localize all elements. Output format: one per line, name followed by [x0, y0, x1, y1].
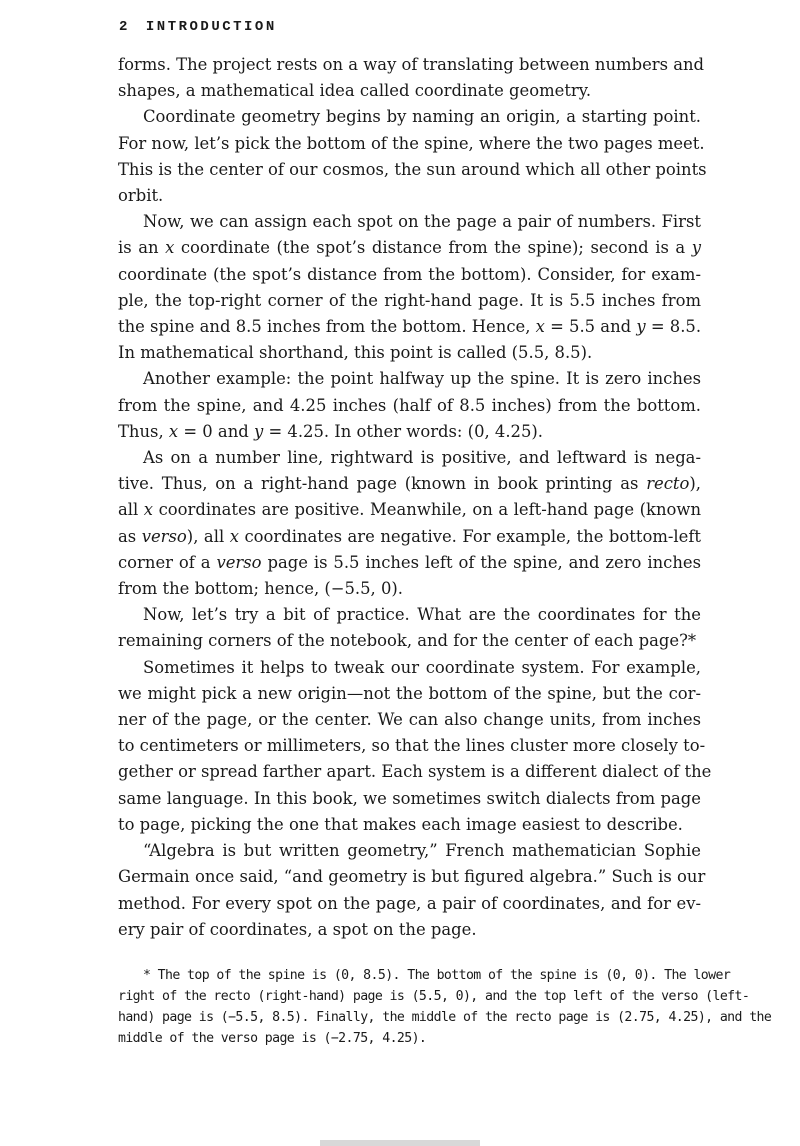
text-line: Germain once said, “and geometry is but figured algebra.” Such is our [118, 867, 706, 887]
text-line: Thus, x = 0 and y = 4.25. In other words: (0, 4.25). [118, 421, 544, 441]
text-line: Now, we can assign each spot on the page a pair of numbers. First [143, 212, 701, 232]
footnote [118, 965, 772, 1049]
body-text [118, 52, 712, 943]
text-line: Now, let’s try a bit of practice. What are the coordinates for the [143, 605, 701, 625]
paragraph [118, 209, 701, 366]
text-line: method. For every spot on the page, a pair of coordinates, and for ev- [118, 893, 701, 913]
footnote-line: * The top of the spine is (0, 8.5). The bottom of the spine is (0, 0). The lower [143, 968, 731, 983]
text-line: coordinate (the spot’s distance from the bottom). Consider, for exam- [118, 264, 701, 284]
text-line: is an x coordinate (the spot’s distance from the spine); second is a y [118, 238, 701, 258]
text-line: Sometimes it helps to tweak our coordinate system. For example, [143, 657, 701, 677]
paragraph [118, 104, 707, 209]
paragraph [118, 838, 706, 943]
text-line: to centimeters or millimeters, so that the lines cluster more closely to- [118, 736, 706, 756]
text-line: shapes, a mathematical idea called coordinate geometry. [118, 81, 592, 101]
page-bottom-edge [320, 1140, 480, 1146]
text-line: orbit. [118, 186, 164, 206]
text-line: from the bottom; hence, (−5.5, 0). [118, 579, 404, 599]
text-line: Another example: the point halfway up the spine. It is zero inches [143, 369, 701, 389]
footnote-line: hand) page is (−5.5, 8.5). Finally, the middle of the recto page is (2.75, 4.25), and the [118, 1010, 772, 1025]
footnote-line: middle of the verso page is (−2.75, 4.25). [118, 1031, 427, 1046]
text-line: corner of a verso page is 5.5 inches left of the spine, and zero inches [118, 552, 701, 572]
paragraph [118, 655, 712, 838]
text-line: Coordinate geometry begins by naming an origin, a starting point. [143, 107, 701, 127]
text-line: ple, the top-right corner of the right-hand page. It is 5.5 inches from [118, 290, 701, 310]
text-line: “Algebra is but written geometry,” French mathematician Sophie [143, 841, 701, 861]
paragraph [118, 52, 705, 104]
text-line: the spine and 8.5 inches from the bottom. Hence, x = 5.5 and y = 8.5. [118, 317, 702, 337]
paragraph [118, 445, 701, 602]
text-line: ery pair of coordinates, a spot on the page. [118, 919, 477, 939]
text-line: all x coordinates are positive. Meanwhile, on a left-hand page (known [118, 500, 701, 520]
text-line: we might pick a new origin—not the bottom of the spine, but the cor- [118, 683, 701, 703]
text-line: This is the center of our cosmos, the sun around which all other points [118, 159, 707, 179]
text-line: to page, picking the one that makes each image easiest to describe. [118, 814, 683, 834]
text-line: ner of the page, or the center. We can also change units, from inches [118, 710, 701, 730]
text-line: as verso), all x coordinates are negative. For example, the bottom-left [118, 526, 701, 546]
page-number: 2 [119, 19, 130, 35]
text-line: In mathematical shorthand, this point is called (5.5, 8.5). [118, 343, 593, 363]
text-line: gether or spread farther apart. Each system is a different dialect of the [118, 762, 712, 782]
footnote-line: right of the recto (right-hand) page is (5.5, 0), and the top left of the verso (left- [118, 989, 750, 1004]
text-line: same language. In this book, we sometimes switch dialects from page [118, 788, 701, 808]
text-line: tive. Thus, on a right-hand page (known in book printing as recto), [118, 474, 701, 494]
paragraph [118, 366, 701, 445]
text-line: remaining corners of the notebook, and for the center of each page?* [118, 631, 697, 651]
text-line: As on a number line, rightward is positive, and leftward is nega- [143, 448, 701, 468]
text-line: forms. The project rests on a way of translating between numbers and [118, 55, 705, 74]
section-title: INTRODUCTION [145, 19, 277, 35]
running-head [119, 19, 277, 35]
text-line: from the spine, and 4.25 inches (half of 8.5 inches) from the bottom. [118, 395, 701, 415]
text-line: For now, let’s pick the bottom of the spine, where the two pages meet. [118, 133, 705, 153]
paragraph [118, 602, 701, 654]
